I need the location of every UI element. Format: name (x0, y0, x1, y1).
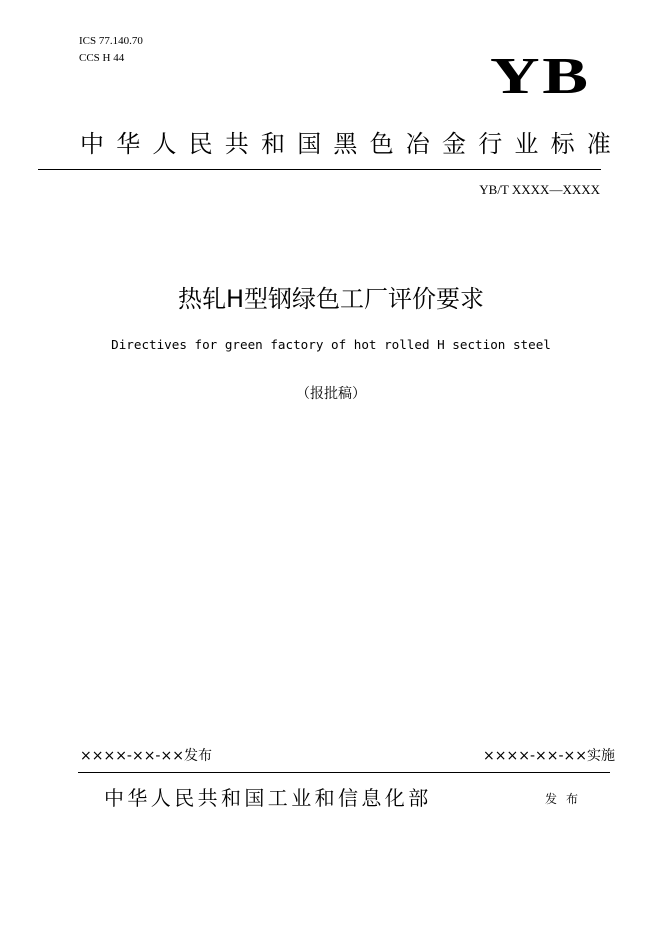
draft-status: （报批稿） (296, 386, 366, 402)
ics-code: ICS 77.140.70 (79, 35, 143, 47)
document-title-english: Directives for green factory of hot rolled H section steel (111, 337, 551, 352)
issuing-authority: 中华人民共和国工业和信息化部 (104, 786, 432, 810)
document-title-chinese: 热轧H型钢绿色工厂评价要求 (177, 285, 485, 313)
ccs-code: CCS H 44 (79, 52, 125, 64)
standard-type-heading: 中华人民共和国黑色冶金行业标准 (80, 130, 623, 158)
implementation-date: ××××-××-××实施 (483, 748, 615, 764)
issue-label: 发布 (545, 792, 588, 806)
footer-divider (78, 772, 610, 773)
issue-date: ××××-××-××发布 (80, 748, 212, 764)
header-divider (38, 169, 601, 170)
yb-logo: YB (490, 48, 591, 105)
standard-number: YB/T XXXX—XXXX (479, 182, 600, 197)
